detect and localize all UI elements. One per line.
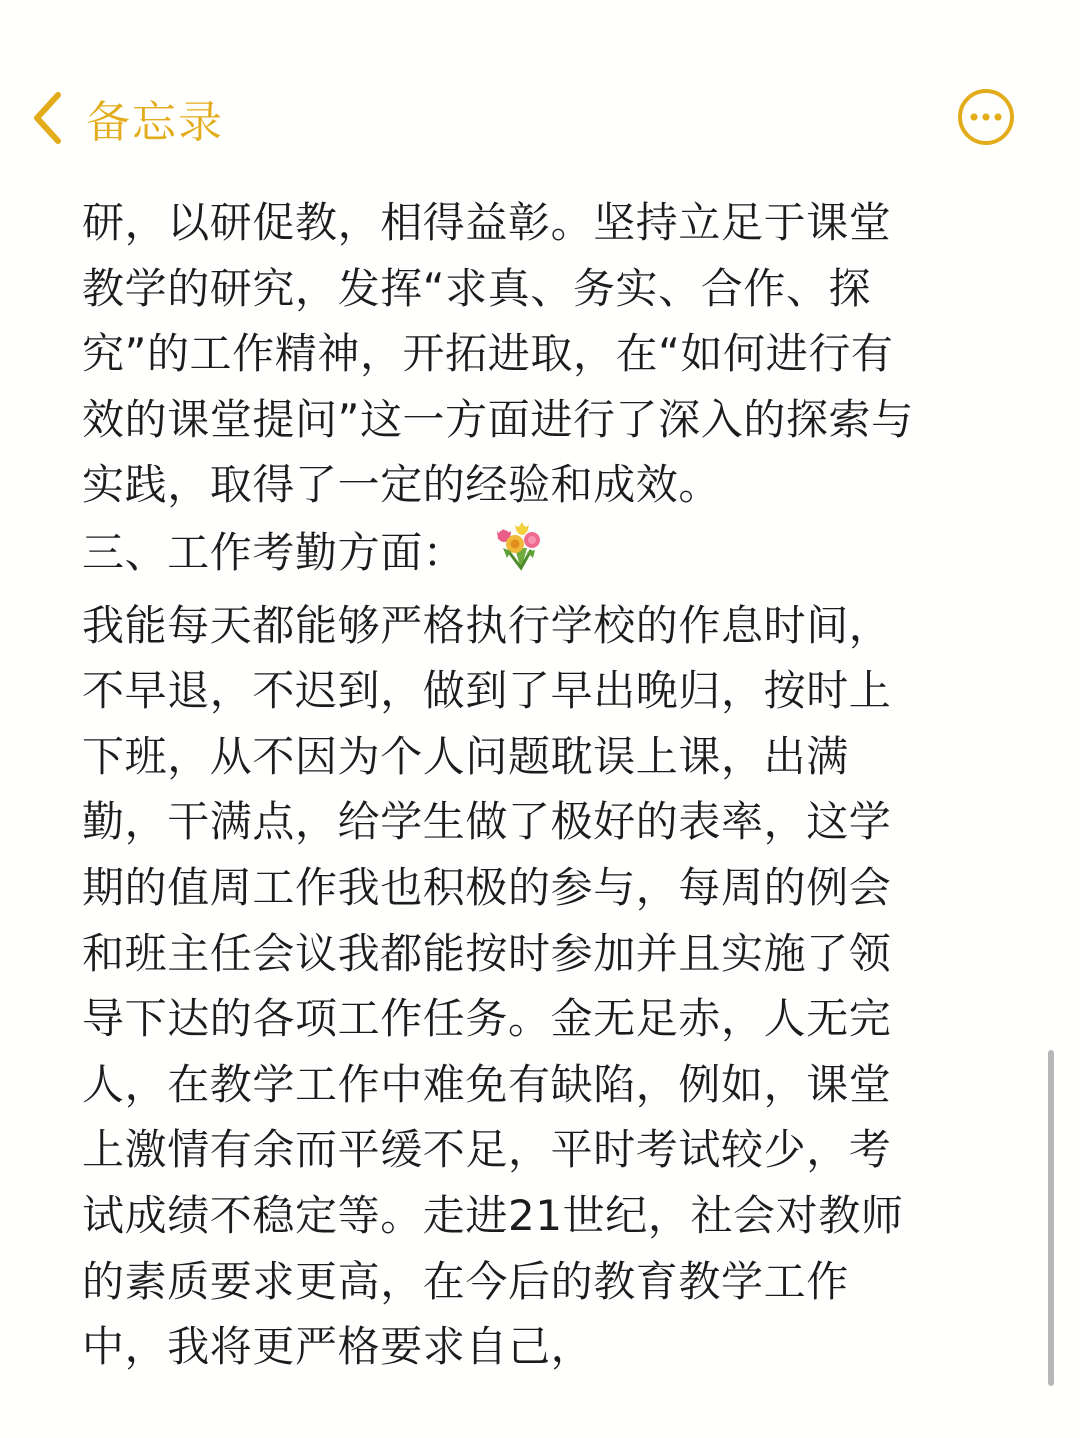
note-body[interactable] bbox=[82, 190, 1002, 1380]
note-line: 勤，干满点，给学生做了极好的表率，这学 bbox=[82, 797, 892, 847]
note-line: 实践，取得了一定的经验和成效。 bbox=[82, 460, 722, 510]
note-line: 效的课堂提问”这一方面进行了深入的探索与 bbox=[82, 394, 914, 444]
note-line: 上激情有余而平缓不足，平时考试较少，考 bbox=[82, 1125, 892, 1175]
note-line: 教学的研究，发挥“求真、务实、合作、探 bbox=[82, 263, 872, 313]
chevron-left-icon bbox=[30, 90, 64, 146]
bouquet-icon bbox=[491, 518, 547, 593]
note-line: 研，以研促教，相得益彰。坚持立足于课堂 bbox=[82, 198, 892, 247]
note-line: 人，在教学工作中难免有缺陷，例如，课堂 bbox=[82, 1059, 892, 1109]
vertical-scrollbar[interactable] bbox=[1048, 1050, 1054, 1386]
note-line: 导下达的各项工作任务。金无足赤，人无完 bbox=[82, 994, 892, 1044]
note-line: 中，我将更严格要求自己， bbox=[82, 1322, 594, 1372]
section-heading: 三、工作考勤方面： bbox=[82, 527, 466, 577]
navigation-bar bbox=[0, 70, 1080, 166]
note-line: 的素质要求更高，在今后的教育教学工作 bbox=[82, 1256, 849, 1306]
more-options-button[interactable] bbox=[957, 88, 1015, 146]
note-line: 下班，从不因为个人问题耽误上课，出满 bbox=[82, 731, 849, 781]
note-line: 究”的工作精神，开拓进取，在“如何进行有 bbox=[82, 329, 894, 379]
section-heading-line bbox=[82, 518, 1002, 593]
back-label: 备忘录 bbox=[86, 97, 224, 148]
note-line: 不早退，不迟到，做到了早出晚归，按时上 bbox=[82, 666, 892, 716]
back-button[interactable] bbox=[30, 80, 224, 156]
ellipsis-circle-icon bbox=[957, 131, 1015, 150]
note-line: 我能每天都能够严格执行学校的作息时间， bbox=[82, 600, 892, 650]
note-line: 期的值周工作我也积极的参与，每周的例会 bbox=[82, 862, 892, 912]
note-line: 和班主任会议我都能按时参加并且实施了领 bbox=[82, 928, 892, 978]
note-line: 试成绩不稳定等。走进21世纪，社会对教师 bbox=[82, 1190, 904, 1240]
